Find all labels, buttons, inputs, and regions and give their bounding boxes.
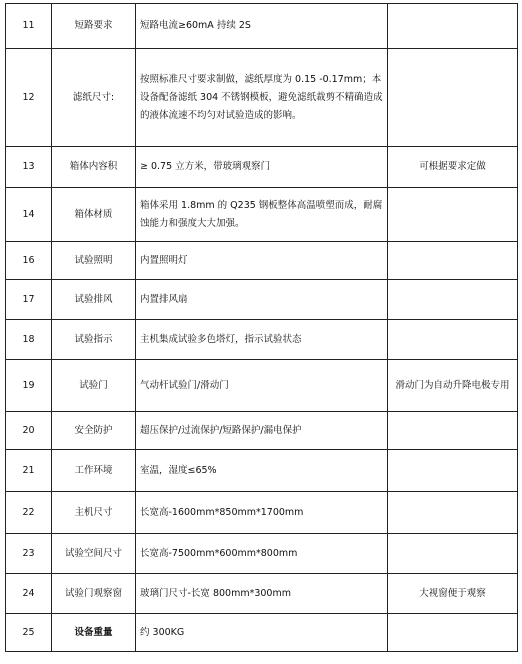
row-note [388,492,518,534]
table-row [6,188,518,242]
table-row [6,147,518,188]
row-note [388,320,518,360]
row-item-name: 试验门观察窗 [52,574,136,614]
row-description: 主机集成试验多色塔灯，指示试验状态 [136,320,388,360]
row-item-name: 试验空间尺寸 [52,534,136,574]
table-row [6,4,518,49]
row-item-name: 主机尺寸 [52,492,136,534]
row-note: 可根据要求定做 [388,147,518,188]
row-note [388,49,518,147]
row-description: 玻璃门尺寸-长宽 800mm*300mm [136,574,388,614]
row-number: 13 [6,147,52,188]
row-number: 24 [6,574,52,614]
row-item-name: 试验照明 [52,242,136,280]
table-row [6,320,518,360]
row-note [388,534,518,574]
row-number: 25 [6,614,52,652]
table-row [6,492,518,534]
row-item-name: 试验门 [52,360,136,412]
row-number: 19 [6,360,52,412]
row-note [388,188,518,242]
row-number: 23 [6,534,52,574]
table-row [6,280,518,320]
row-item-name: 安全防护 [52,412,136,450]
row-note [388,450,518,492]
row-item-name: 试验指示 [52,320,136,360]
table-row [6,49,518,147]
table-row [6,450,518,492]
row-description: 长宽高-7500mm*600mm*800mm [136,534,388,574]
row-item-name: 试验排风 [52,280,136,320]
row-note: 滑动门为自动升降电极专用 [388,360,518,412]
row-number: 18 [6,320,52,360]
row-number: 20 [6,412,52,450]
row-description: ≥ 0.75 立方米，带玻璃观察门 [136,147,388,188]
row-number: 14 [6,188,52,242]
row-note [388,4,518,49]
table-row [6,534,518,574]
row-number: 17 [6,280,52,320]
row-number: 22 [6,492,52,534]
row-description: 内置排风扇 [136,280,388,320]
row-note [388,614,518,652]
row-number: 21 [6,450,52,492]
table-row [6,360,518,412]
row-description: 气动杆试验门/滑动门 [136,360,388,412]
row-item-name: 短路要求 [52,4,136,49]
row-description: 箱体采用 1.8mm 的 Q235 钢板整体高温喷塑而成，耐腐蚀能力和强度大大加强。 [136,188,388,242]
row-description: 长宽高-1600mm*850mm*1700mm [136,492,388,534]
row-description: 短路电流≥60mA 持续 2S [136,4,388,49]
row-note [388,242,518,280]
row-description: 约 300KG [136,614,388,652]
row-item-name: 设备重量 [52,614,136,652]
row-item-name: 工作环境 [52,450,136,492]
spec-table [5,3,518,652]
row-note [388,280,518,320]
table-row [6,574,518,614]
row-number: 16 [6,242,52,280]
row-item-name: 箱体材质 [52,188,136,242]
row-note: 大视窗便于观察 [388,574,518,614]
row-description: 室温，湿度≤65% [136,450,388,492]
row-number: 12 [6,49,52,147]
row-description: 按照标准尺寸要求制做，滤纸厚度为 0.15 -0.17mm；本设备配备滤纸 304 不锈钢模板，避免滤纸裁剪不精确造成的液体流速不均匀对试验造成的影响。 [136,49,388,147]
row-description: 内置照明灯 [136,242,388,280]
row-number: 11 [6,4,52,49]
row-description: 超压保护/过流保护/短路保护/漏电保护 [136,412,388,450]
row-note [388,412,518,450]
table-row [6,614,518,652]
table-row [6,242,518,280]
row-item-name: 箱体内容积 [52,147,136,188]
table-row [6,412,518,450]
row-item-name: 滤纸尺寸: [52,49,136,147]
